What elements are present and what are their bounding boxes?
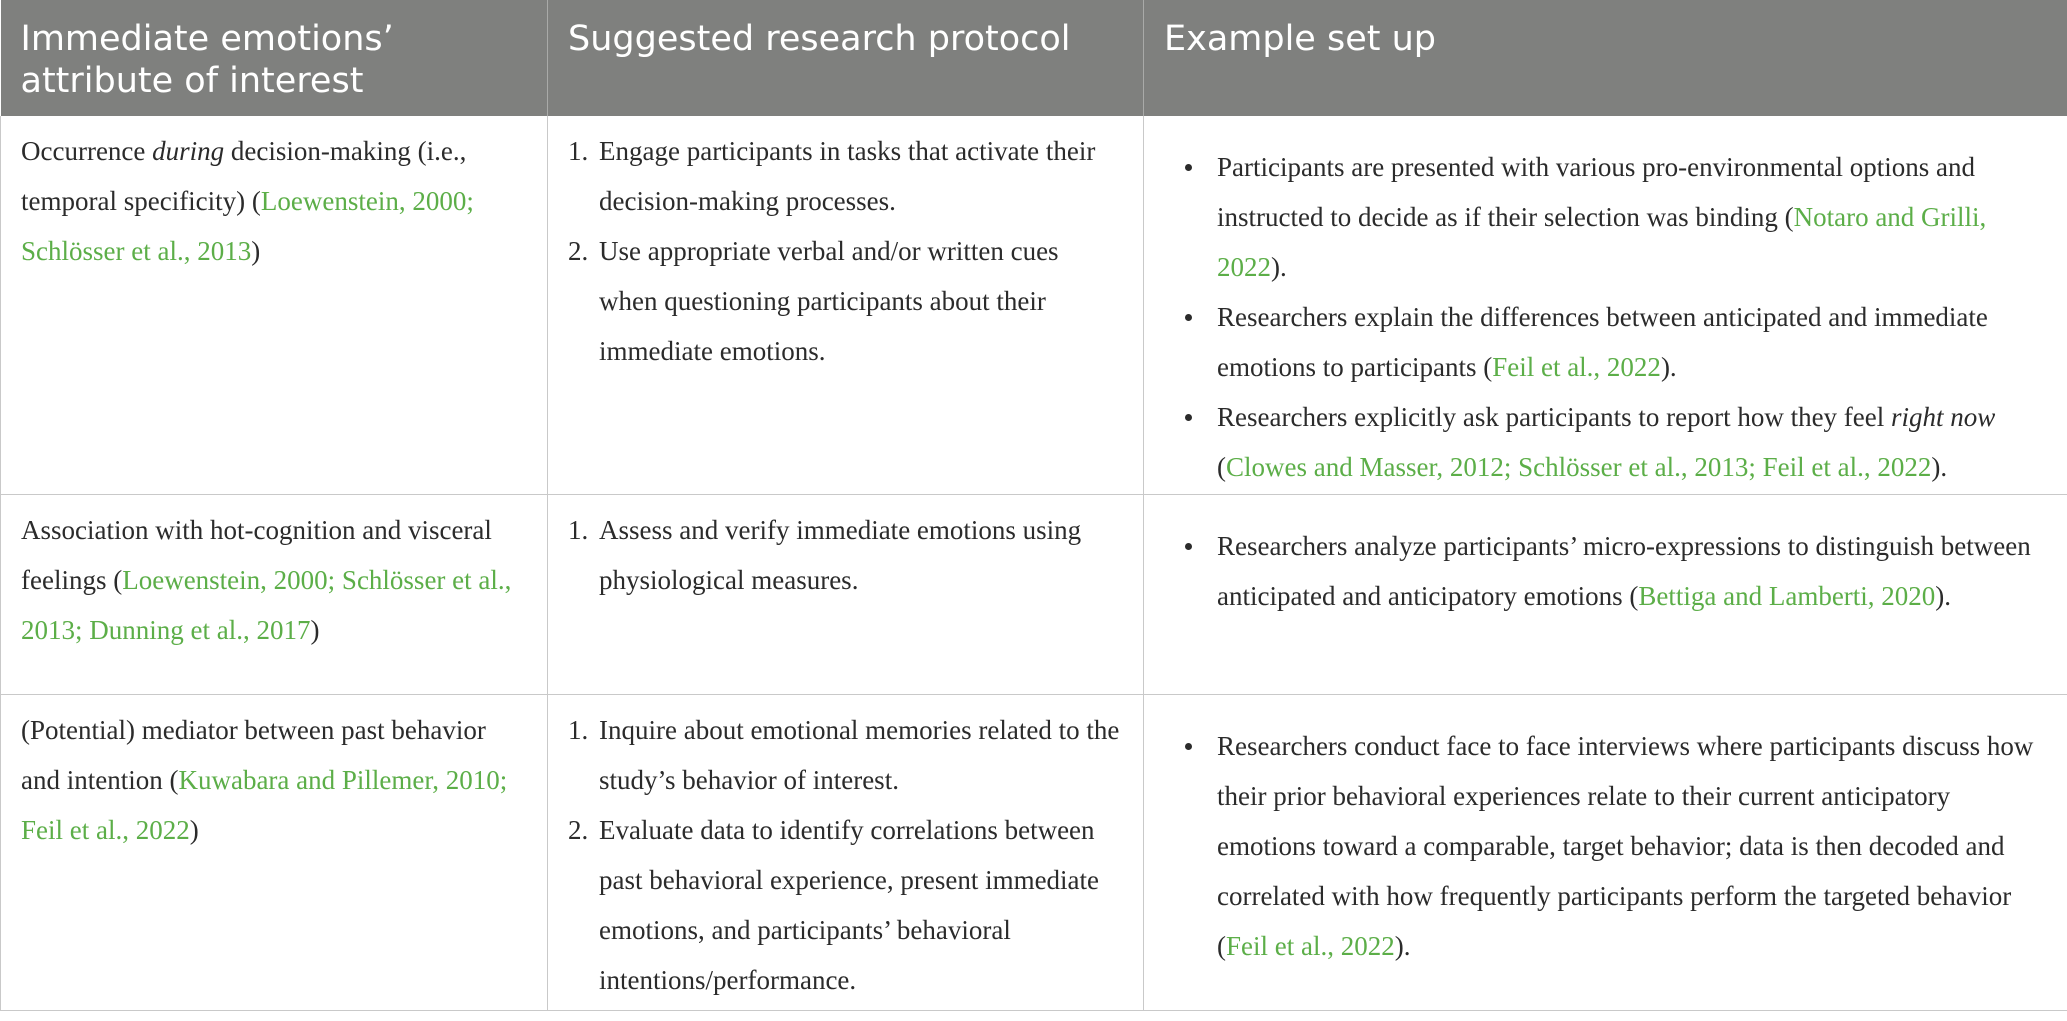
example-cell — [1144, 116, 2067, 494]
example-list — [1164, 126, 2047, 492]
citation-link[interactable]: Notaro and Grilli, 2022 — [1217, 202, 1987, 282]
example-item: Researchers conduct face to face interviews where participants discuss how their prior behavioral experiences relate to their current anticipatory emotions toward a comparable, target behavior; data is then decoded and correlated with how frequently participants perform the targeted behavior (Feil et al., 2022). — [1164, 721, 2047, 971]
table-row — [1, 694, 2067, 1010]
attribute-cell: Occurrence during decision-making (i.e., temporal specificity) (Loewenstein, 2000; Schlösser et al., 2013) — [1, 116, 548, 494]
table-row — [1, 494, 2067, 694]
attribute-cell: Association with hot-cognition and visceral feelings (Loewenstein, 2000; Schlösser et al., 2013; Dunning et al., 2017) — [1, 494, 548, 694]
bullet-icon — [1185, 414, 1192, 421]
citation-link[interactable]: Loewenstein, 2000; Schlösser et al., 2013 — [21, 186, 474, 266]
example-list — [1164, 705, 2047, 971]
protocol-cell — [548, 494, 1144, 694]
example-cell — [1144, 494, 2067, 694]
protocol-list — [568, 126, 1123, 376]
protocol-list — [568, 705, 1123, 1005]
header-attribute: Immediate emotions’ attribute of interest — [1, 0, 548, 116]
example-list — [1164, 505, 2047, 621]
citation-link[interactable]: Loewenstein, 2000; Schlösser et al., 2013; Dunning et al., 2017 — [21, 564, 512, 645]
header-protocol: Suggested research protocol — [548, 0, 1144, 116]
citation-link[interactable]: Kuwabara and Pillemer, 2010; Feil et al., 2022 — [21, 764, 508, 845]
example-item: Participants are presented with various pro-environmental options and instructed to decide as if their selection was binding (Notaro and Grilli, 2022). — [1164, 142, 2047, 292]
example-item: Researchers explain the differences between anticipated and immediate emotions to participants (Feil et al., 2022). — [1164, 292, 2047, 392]
protocol-list — [568, 505, 1123, 605]
bullet-icon — [1185, 743, 1192, 750]
header-example: Example set up — [1144, 0, 2067, 116]
protocol-cell — [548, 116, 1144, 494]
protocol-step: 1. Inquire about emotional memories related to the study’s behavior of interest. — [568, 714, 1120, 795]
protocol-step: 1. Assess and verify immediate emotions using physiological measures. — [568, 514, 1082, 595]
bullet-icon — [1185, 314, 1192, 321]
protocol-step: 1. Engage participants in tasks that activate their decision-making processes. — [568, 136, 1096, 216]
table-row — [1, 116, 2067, 494]
citation-link[interactable]: Feil et al., 2022 — [1492, 352, 1661, 382]
protocol-step: 2. Evaluate data to identify correlations between past behavioral experience, present immediate emotions, and participants’ behavioral intentions/performance. — [568, 814, 1100, 995]
example-item: Researchers analyze participants’ micro-expressions to distinguish between anticipated and anticipatory emotions (Bettiga and Lamberti, 2020). — [1164, 521, 2047, 621]
bullet-icon — [1185, 164, 1192, 171]
citation-link[interactable]: Bettiga and Lamberti, 2020 — [1638, 580, 1936, 611]
attribute-cell: (Potential) mediator between past behavior and intention (Kuwabara and Pillemer, 2010; Feil et al., 2022) — [1, 694, 548, 1010]
protocol-step: 2. Use appropriate verbal and/or written cues when questioning participants about their immediate emotions. — [568, 236, 1059, 366]
table-header-row — [1, 0, 2067, 116]
bullet-icon — [1185, 543, 1192, 550]
example-item: Researchers explicitly ask participants to report how they feel right now (Clowes and Masser, 2012; Schlösser et al., 2013; Feil et al., 2022). — [1164, 392, 2047, 492]
example-cell — [1144, 694, 2067, 1010]
citation-link[interactable]: Feil et al., 2022 — [1226, 930, 1395, 961]
citation-link[interactable]: Clowes and Masser, 2012; Schlösser et al., 2013; Feil et al., 2022 — [1226, 452, 1932, 482]
protocol-cell — [548, 694, 1144, 1010]
